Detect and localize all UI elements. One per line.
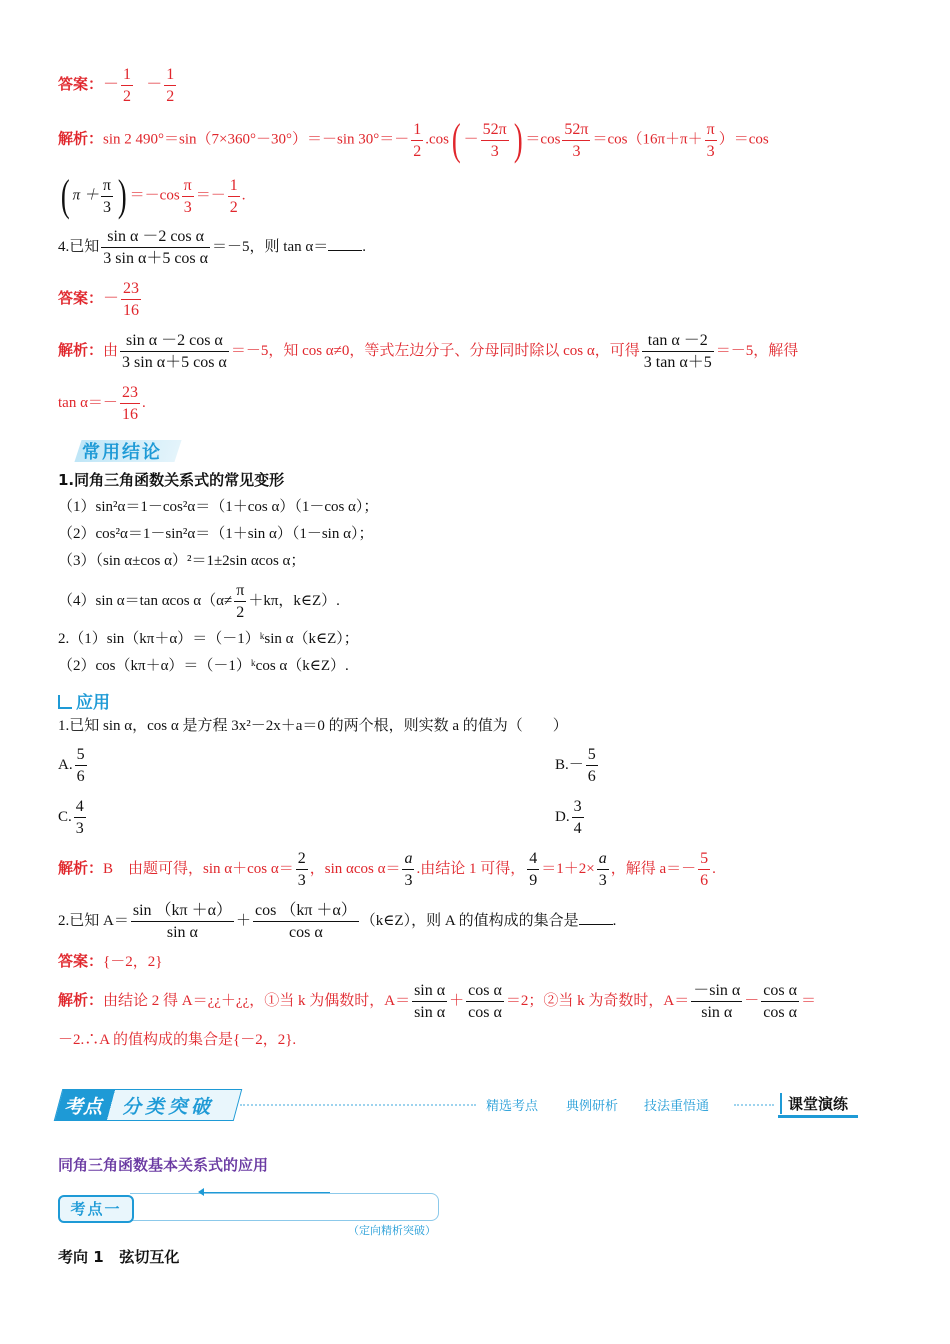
section-title: 应用: [76, 693, 110, 713]
frac-den: 3 sin α＋5 cos α: [122, 354, 227, 371]
frac-num: 52π: [481, 119, 509, 141]
option-d: [555, 796, 586, 839]
dotted-line: [734, 1104, 774, 1106]
text: 由结论 2 得 A＝¿¿＋¿¿，①当 k 为偶数时，A＝: [103, 992, 411, 1009]
text: ＝－cos: [129, 187, 180, 204]
section-title: 同角三角函数基本关系式的应用: [58, 1156, 269, 1174]
text: .: [612, 912, 617, 929]
frac-num: cos （kπ ＋α）: [253, 900, 359, 922]
answer-value: {－2，2}: [103, 954, 163, 970]
frac-den: sin α: [166, 924, 198, 941]
answer-line-q4: 答案：－ $\frac{23}{16}$: [58, 280, 140, 319]
frac-num: π: [101, 175, 113, 197]
frac-den: 2: [166, 88, 175, 105]
frac-num: 4: [527, 848, 539, 870]
frac-num: sin α －2 cos α: [120, 330, 229, 352]
frac-den: 6: [76, 768, 85, 785]
analysis-line-prev-2: ( π ＋ $\frac{\pi}{3}$ ) ＝－cos $\frac{\pi}{3}$ ＝－ $\frac{1}{2}$ .: [60, 171, 246, 220]
answer-line-prev: 答案：－ $\frac{1}{2}$ － $\frac{1}{2}$: [58, 66, 175, 105]
frac-num: 1: [228, 175, 240, 197]
text: ，sin αcos α＝: [309, 860, 401, 877]
text: sin 2 490°＝sin（7×360°－30°）＝－sin 30°＝－: [103, 131, 410, 148]
analysis-line-q4-2: tan α＝－ $\frac{23}{16}$ .: [58, 384, 146, 423]
answer-label: 答案：: [58, 74, 104, 93]
text: ＝－5，解得: [715, 342, 799, 359]
apply-question-2: 2.已知 A＝ $\frac{\sin (k\pi +\alpha)}{\text{sin α}}$ ＋ $\frac{\cos (k\pi +\alpha)}{\text{cos α}}$ （k∈Z），则 A 的值构成的集合是 .: [58, 902, 617, 941]
text: ＋kπ，k∈Z）.: [248, 592, 340, 609]
text: ＝－5，知 cos α≠0，等式左边分子、分母同时除以 cos α，可得: [230, 342, 640, 359]
question-number: 4.已知: [58, 238, 100, 255]
frac-den: cos α: [763, 1004, 798, 1021]
text: .cos: [425, 131, 449, 148]
frac-num: 23: [120, 382, 140, 404]
frac-num: π: [234, 580, 246, 602]
frac-num: 1: [411, 119, 423, 141]
tab-ketang[interactable]: 课堂演练: [780, 1093, 848, 1114]
text: 2.已知 A＝: [58, 912, 129, 929]
analysis-line-q4-1: [58, 330, 798, 373]
text: ＝－5，则 tan α＝: [212, 238, 329, 255]
text: ）＝cos: [718, 131, 769, 148]
tab-jifa[interactable]: 技法重悟通: [644, 1099, 710, 1114]
text: ＝cos（16π＋π＋: [592, 131, 703, 148]
text: ，解得 a＝－: [610, 860, 697, 877]
option-label: C.: [58, 808, 72, 825]
kaodian-sub: （定向精析突破）: [348, 1224, 436, 1237]
frac-den: 6: [700, 872, 709, 889]
frac-den: 3: [572, 142, 581, 160]
conclusion-subtitle: 1.同角三角函数关系式的常见变形: [58, 471, 285, 489]
option-a: [58, 744, 89, 787]
option-label: A.: [58, 756, 73, 773]
text: 由: [103, 342, 119, 359]
analysis-label: 解析：: [58, 858, 104, 877]
apply-heading: [58, 688, 110, 713]
apply-question-1: 1.已知 sin α，cos α 是方程 3x²－2x＋a＝0 的两个根，则实数 a 的值为（ ）: [58, 718, 568, 734]
frac-den: 3 sin α＋5 cos α: [103, 250, 209, 267]
conclusion-line-4: [58, 580, 340, 623]
frac-den: 3: [706, 142, 715, 160]
frac-den: sin α: [414, 1004, 446, 1021]
kaoxiang: [58, 1246, 179, 1267]
frac-num: π: [182, 175, 194, 197]
answer-apply-2: [58, 951, 162, 972]
analysis-label: 解析：: [58, 340, 104, 359]
answer-label: 答案：: [58, 288, 104, 307]
frac-num: 1: [164, 64, 176, 86]
frac-num: π: [705, 119, 717, 141]
option-label: D.: [555, 808, 570, 825]
section-title: 常用结论: [82, 442, 162, 463]
frac-num: sin （kπ ＋α）: [131, 900, 234, 922]
frac-num: 2: [296, 848, 308, 870]
frac-den: 3: [102, 198, 111, 216]
text: B 由题可得，sin α＋cos α＝: [103, 860, 294, 877]
section-banner: [58, 1089, 858, 1121]
option-b: [555, 744, 600, 787]
frac-den: 3: [404, 872, 413, 889]
kaodian-label: 考点一: [58, 1195, 134, 1223]
banner-kaodian: 考点: [64, 1096, 103, 1118]
answer-blank: [579, 912, 613, 925]
kaoxiang-label: 考向 1: [58, 1248, 104, 1266]
text: （k∈Z），则 A 的值构成的集合是: [360, 912, 579, 929]
kaoxiang-title: 弦切互化: [119, 1248, 180, 1266]
text: ＝1＋2×: [541, 860, 595, 877]
frac-den: 2: [236, 604, 245, 621]
frac-num: 5: [698, 848, 710, 870]
frac-den: 16: [123, 302, 140, 319]
frac-num: cos α: [761, 980, 799, 1002]
frac-num: 3: [572, 796, 584, 818]
analysis-apply-2-2: －2.∴A 的值构成的集合是{－2，2}.: [58, 1032, 297, 1048]
frac-den: sin α: [701, 1004, 733, 1021]
text: tan α＝－: [58, 394, 118, 411]
frac-num: a: [402, 848, 414, 870]
frac-num: 1: [121, 64, 133, 86]
conclusion-line-6: （2）cos（kπ＋α）＝（－1）ᵏcos α（k∈Z）.: [58, 658, 349, 674]
frac-num: sin α －2 cos α: [101, 226, 210, 248]
analysis-apply-2-1: 解析：由结论 2 得 A＝¿¿＋¿¿，①当 k 为偶数时，A＝ $\frac{\text{sin α}}{\text{sin α}}$ ＋ $\frac{\text{cos α}}{\text{cos α}}$ ＝2；②当 k 为奇数时，A＝ $\frac{\text{－sin α}}{\text{sin α}}$ － $\frac{\text{cos α}}{\text{cos α}}$ ＝: [58, 982, 817, 1021]
frac-den: 16: [121, 406, 138, 423]
frac-den: 3: [598, 872, 607, 889]
frac-den: 2: [413, 142, 422, 160]
frac-den: cos α: [289, 924, 323, 941]
text: ＝cos: [525, 131, 561, 148]
frac-num: a: [597, 848, 609, 870]
frac-den: 6: [587, 768, 596, 785]
kaodian-bar: [130, 1193, 439, 1221]
question-4: [58, 226, 366, 269]
text: .: [712, 860, 716, 877]
tab-underline: [778, 1115, 858, 1118]
frac-den: 3: [75, 820, 84, 837]
frac-den: 2: [123, 88, 132, 105]
text: .由结论 1 可得，: [416, 860, 526, 877]
conclusion-line-1: （1）sin²α＝1－cos²α＝（1＋cos α）（1－cos α）；: [58, 499, 379, 515]
text: ＝－: [195, 187, 226, 204]
frac-num: cos α: [466, 980, 504, 1002]
option-c: [58, 796, 88, 839]
analysis-apply-1: [58, 848, 716, 891]
frac-den: 3: [297, 872, 306, 889]
text: .: [241, 187, 246, 204]
frac-num: tan α －2: [642, 330, 714, 352]
frac-den: 9: [529, 872, 538, 889]
text: π ＋: [72, 187, 99, 204]
analysis-label: 解析：: [58, 129, 104, 148]
frac-num: sin α: [412, 980, 447, 1002]
tab-dianli[interactable]: 典例研析: [566, 1099, 619, 1114]
analysis-line-prev-1: 解析：sin 2 490°＝sin（7×360°－30°）＝－sin 30°＝－ $\frac{1}{2}$ .cos( － $\frac{52\pi}{3}$ ) ＝cos $\frac{52\pi}{3}$ ＝cos（16π＋π＋ $\frac{\pi}{3}$ ）＝cos: [58, 115, 769, 164]
frac-den: 2: [229, 198, 238, 216]
conclusion-line-2: （2）cos²α＝1－sin²α＝（1＋sin α）（1－sin α）；: [58, 526, 374, 542]
frac-den: cos α: [468, 1004, 502, 1021]
conclusion-line-3: （3）（sin α±cos α）²＝1±2sin αcos α；: [58, 553, 306, 569]
frac-den: 3 tan α＋5: [643, 354, 712, 371]
frac-num: 4: [74, 796, 86, 818]
text: （4）sin α＝tan αcos α（α≠: [58, 592, 233, 609]
frac-den: 3: [183, 198, 192, 216]
kaodian-one: [58, 1193, 440, 1237]
frac-den: 3: [490, 142, 499, 160]
frac-num: 52π: [562, 119, 590, 141]
tab-jingxuan[interactable]: 精选考点: [486, 1099, 539, 1114]
frac-num: 5: [75, 744, 87, 766]
common-conclusion-heading: [70, 436, 185, 462]
option-label: B.－: [555, 756, 584, 773]
text: ＝2；②当 k 为奇数时，A＝: [505, 992, 690, 1009]
banner-fenlei: 分类突破: [122, 1096, 215, 1118]
frac-num: 23: [121, 278, 141, 300]
arrow-corner-icon: [58, 695, 72, 709]
conclusion-line-5: 2.（1）sin（kπ＋α）＝（－1）ᵏsin α（k∈Z）；: [58, 631, 359, 647]
text: ＝: [801, 992, 817, 1009]
answer-label: 答案：: [58, 952, 104, 970]
answer-blank: [328, 238, 362, 251]
arrow-left-icon: [200, 1192, 330, 1193]
frac-den: 4: [573, 820, 582, 837]
frac-num: 5: [586, 744, 598, 766]
analysis-label: 解析：: [58, 990, 104, 1009]
frac-num: －sin α: [691, 980, 742, 1002]
dotted-line: [240, 1104, 476, 1106]
text: .: [362, 238, 366, 255]
